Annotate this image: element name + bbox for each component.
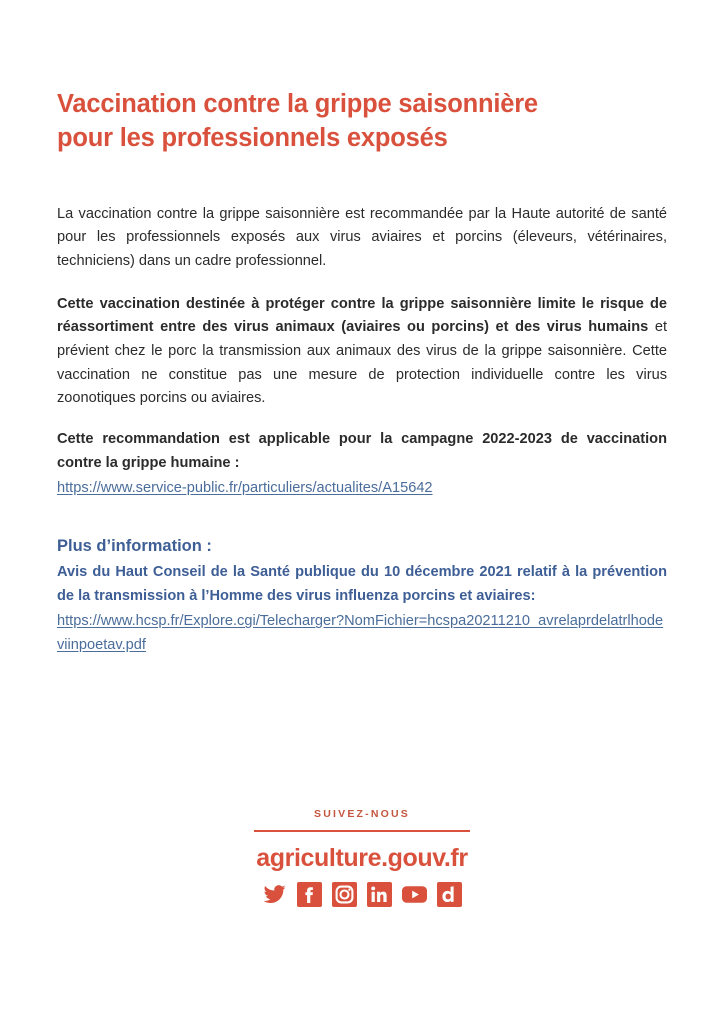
instagram-icon[interactable] xyxy=(332,882,357,907)
follow-us-label: SUIVEZ-NOUS xyxy=(314,808,410,820)
facebook-icon[interactable] xyxy=(297,882,322,907)
paragraph-body-rest: et prévient chez le porc la transmission aux animaux des virus de la grippe saisonnière. Cette vaccination ne constitue pas une mesure de protection individuelle contre les virus zoonotiques porcins ou aviaires. xyxy=(57,319,667,407)
more-information-reference: Avis du Haut Conseil de la Santé publique du 10 décembre 2021 relatif à la prévention de la transmission à l’Homme des virus influenza porcins et aviaires: xyxy=(57,564,667,604)
paragraph-body xyxy=(57,293,667,411)
site-wordmark: agriculture.gouv.fr xyxy=(256,844,468,872)
paragraph-body-bold: Cette vaccination destinée à protéger contre la grippe saisonnière limite le risque de réassortiment entre des virus animaux (aviaires ou porcins) et des virus humains xyxy=(57,295,667,336)
document-content xyxy=(57,88,667,657)
more-information-heading: Plus d’information : xyxy=(57,536,212,555)
paragraph-intro: La vaccination contre la grippe saisonnière est recommandée par la Haute autorité de santé pour les professionnels exposés aux virus aviaires et porcins (éleveurs, vétérinaires, techniciens) dans un cadre professionnel. xyxy=(57,205,667,270)
more-information-section xyxy=(57,535,667,657)
dailymotion-icon[interactable] xyxy=(437,882,462,907)
footer-divider xyxy=(254,830,470,832)
link-service-public[interactable]: https://www.service-public.fr/particuliers/actualites/A15642 xyxy=(57,480,433,497)
paragraph-recommendation-text: Cette recommandation est applicable pour la campagne 2022-2023 de vaccination contre la grippe humaine : xyxy=(57,430,667,471)
youtube-icon[interactable] xyxy=(402,882,427,907)
page-title-line-1: Vaccination contre la grippe saisonnière xyxy=(57,90,538,118)
social-links xyxy=(0,882,724,907)
link-hcsp[interactable]: https://www.hcsp.fr/Explore.cgi/Telecharger?NomFichier=hcspa20211210_avrelaprdelatrlhodeviinpoetav.pdf xyxy=(57,613,664,653)
page-title-line-2: pour les professionnels exposés xyxy=(57,123,448,152)
linkedin-icon[interactable] xyxy=(367,882,392,907)
page-title xyxy=(57,88,667,156)
footer xyxy=(0,808,724,907)
paragraph-recommendation xyxy=(57,428,667,475)
twitter-icon[interactable] xyxy=(262,882,287,907)
